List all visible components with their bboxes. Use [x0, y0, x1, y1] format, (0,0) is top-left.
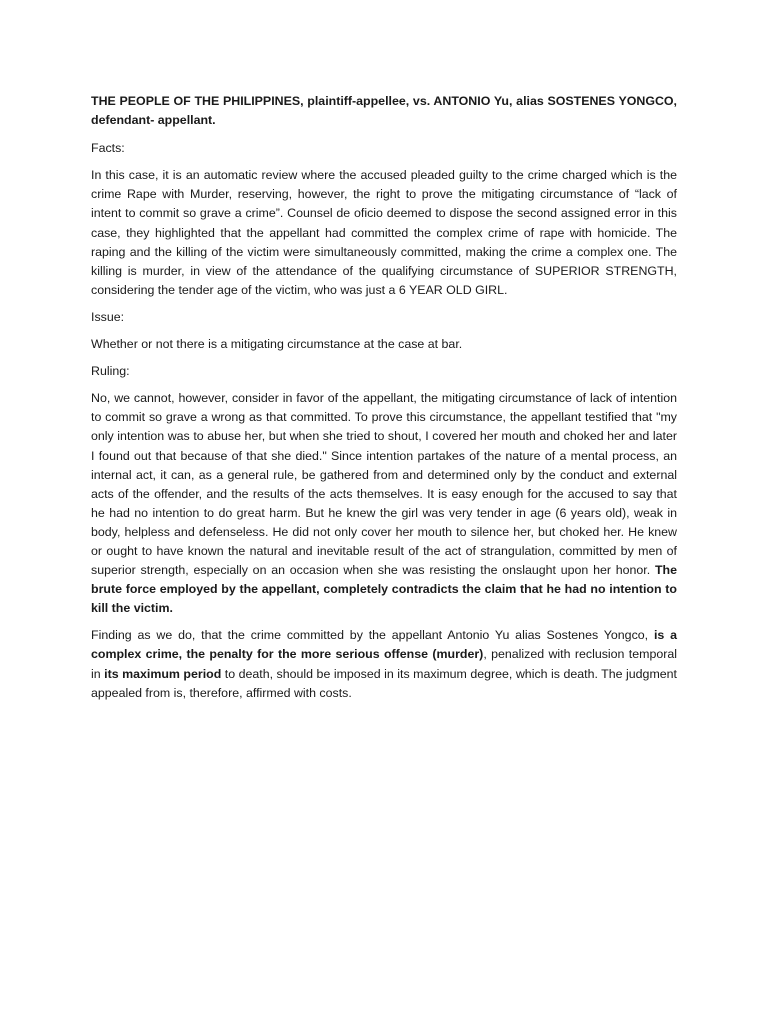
facts-heading: Facts:: [91, 141, 125, 156]
facts-paragraph: In this case, it is an automatic review where the accused pleaded guilty to the crime charged which is the crime Rape with Murder, reserving, however, the right to prove the mitigating circumstance of “lack of intent to commit so grave a crime”. Counsel de oficio deemed to dispose the second assigned error in this case, they highlighted that the appellant had committed the complex crime of rape with homicide. The raping and the killing of the victim were simultaneously committed, making the crime a complex one. The killing is murder, in view of the attendance of the qualifying circumstance of SUPERIOR STRENGTH, considering the tender age of the victim, who was just a 6 YEAR OLD GIRL.: [91, 168, 677, 297]
conclusion-text-3: to death, should be imposed in its maximum degree, which is death. The judgment appealed from is, therefore, affirmed with costs.: [91, 666, 677, 700]
conclusion-bold-1: is a complex crime, the penalty for the more serious offense (murder): [91, 628, 677, 662]
case-title: THE PEOPLE OF THE PHILIPPINES, plaintiff-appellee, vs. ANTONIO Yu, alias SOSTENES YONGCO, defendant- appellant.: [91, 94, 677, 128]
conclusion-text-1: Finding as we do, that the crime committed by the appellant Antonio Yu alias Sostenes Yongco,: [91, 628, 654, 643]
ruling-bold-text: The brute force employed by the appellant, completely contradicts the claim that he had no intention to kill the victim.: [91, 563, 677, 616]
issue-heading: Issue:: [91, 309, 125, 324]
ruling-heading: Ruling:: [91, 364, 130, 379]
conclusion-text-2: , penalized with reclusion temporal in: [91, 647, 677, 681]
issue-paragraph: Whether or not there is a mitigating circumstance at the case at bar.: [91, 337, 463, 352]
ruling-paragraph: [91, 389, 677, 618]
conclusion-bold-2: its maximum period: [104, 666, 222, 681]
conclusion-paragraph: [91, 626, 677, 702]
ruling-text: No, we cannot, however, consider in favor of the appellant, the mitigating circumstance of lack of intention to commit so grave a wrong as that committed. To prove this circumstance, the appellant testified that "my only intention was to abuse her, but when she tried to shout, I covered her mouth and choked her and later I found out that because of that she died." Since intention partakes of the nature of a mental process, an internal act, it can, as a general rule, be gathered from and determined only by the conduct and external acts of the offender, and the results of the acts themselves. It is easy enough for the accused to say that he had no intention to do great harm. But he knew the girl was very tender in age (6 years old), weak in body, helpless and defenseless. He did not only cover her mouth to silence her, but choked her. He knew or ought to have known the natural and inevitable result of the act of strangulation, committed by men of superior strength, especially on an occasion when she was resisting the onslaught upon her honor.: [91, 391, 677, 578]
document-page: [91, 92, 677, 711]
